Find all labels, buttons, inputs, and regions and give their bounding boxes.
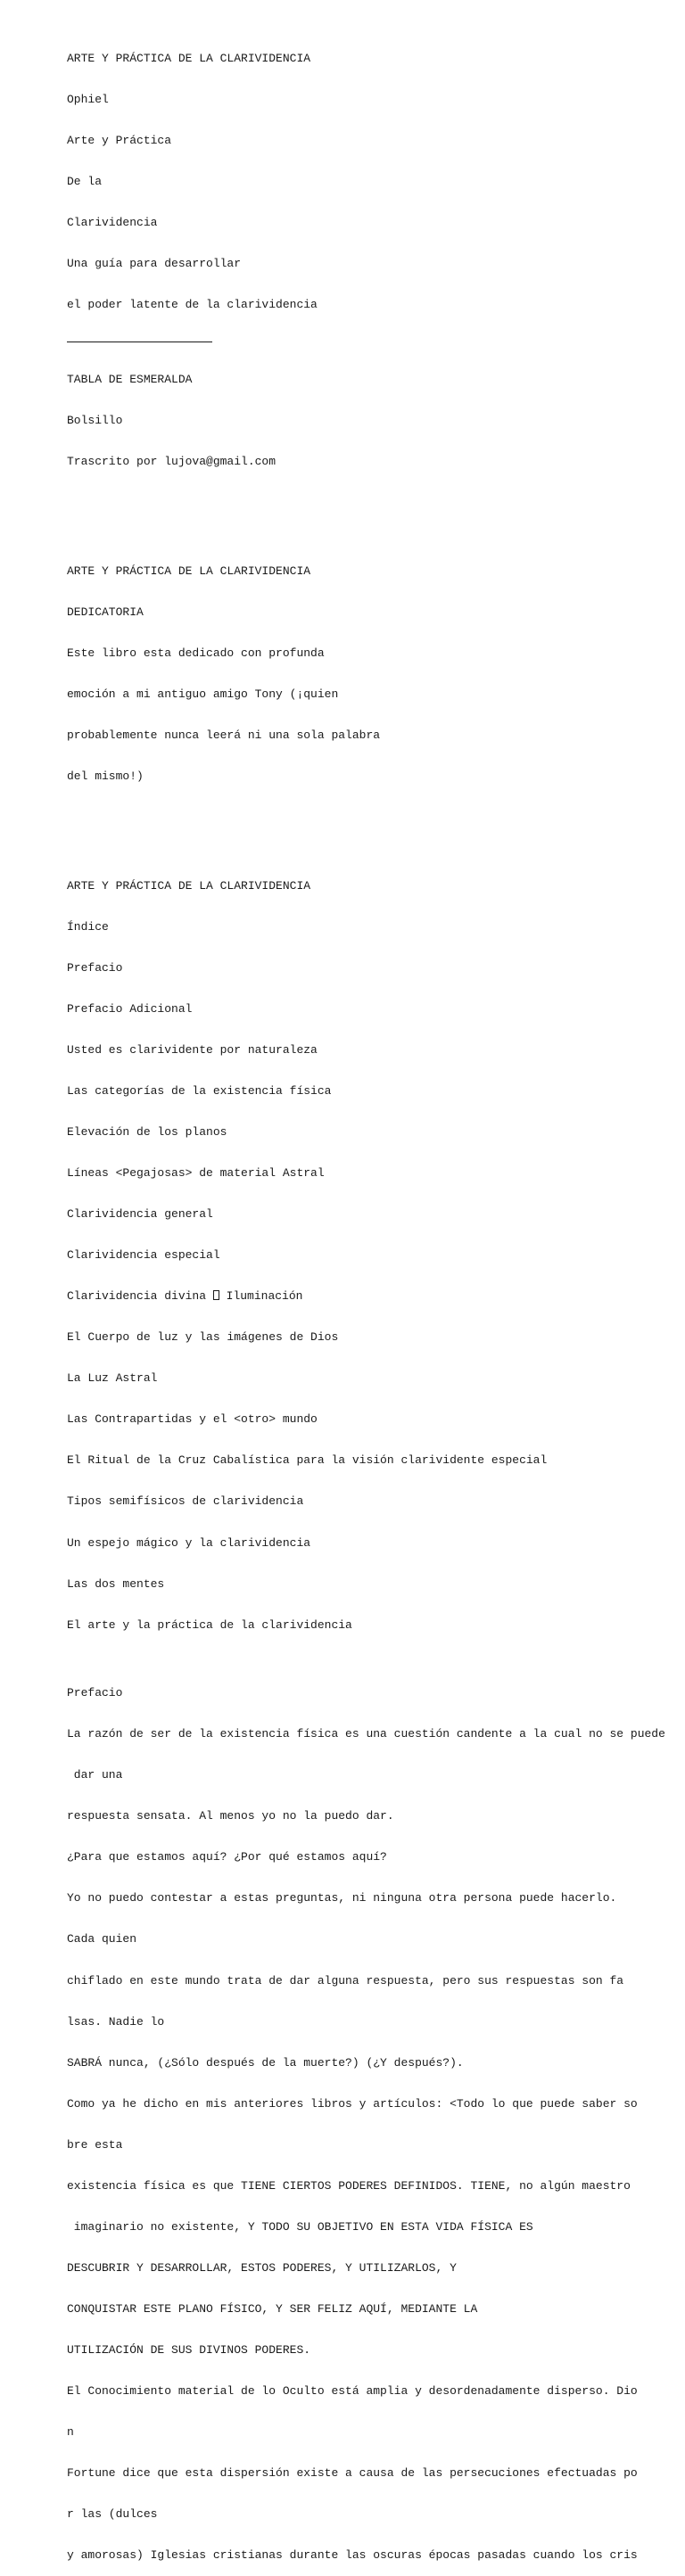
index-entry: Prefacio Adicional: [67, 1002, 193, 1016]
dedication-line: emoción a mi antiguo amigo Tony (¡quien: [67, 687, 339, 702]
body-line: CONQUISTAR ESTE PLANO FÍSICO, Y SER FELIZ AQUÍ, MEDIANTE LA: [67, 2301, 478, 2316]
body-line: SABRÁ nunca, (¿Sólo después de la muerte?) (¿Y después?).: [67, 2055, 464, 2070]
index-entry: Las dos mentes: [67, 1576, 165, 1591]
index-entry: El Ritual de la Cruz Cabalística para la visión clarividente especial: [67, 1453, 548, 1468]
index-entry: Las categorías de la existencia física: [67, 1084, 332, 1099]
blank-line: [67, 496, 673, 509]
running-head: ARTE Y PRÁCTICA DE LA CLARIVIDENCIA: [67, 564, 311, 579]
dedication-line: probablemente nunca leerá ni una sola palabra: [67, 728, 381, 743]
index-entry: Clarividencia general: [67, 1207, 213, 1222]
index-entry: Clarividencia especial: [67, 1248, 220, 1263]
index-entry: La Luz Astral: [67, 1371, 158, 1386]
body-line: DESCUBRIR Y DESARROLLAR, ESTOS PODERES, Y UTILIZARLOS, Y: [67, 2260, 457, 2275]
body-line: bre esta: [67, 2137, 123, 2152]
subtitle-line: el poder latente de la clarividencia: [67, 298, 318, 312]
body-line: respuesta sensata. Al menos yo no la puedo dar.: [67, 1809, 394, 1823]
collection-name: Bolsillo: [67, 414, 123, 428]
index-entry: El Cuerpo de luz y las imágenes de Dios: [67, 1330, 339, 1345]
index-entry-suffix: Iluminación: [219, 1289, 303, 1304]
body-line: r las (dulces: [67, 2506, 158, 2521]
body-line: Cada quien: [67, 1932, 137, 1946]
index-entry: El arte y la práctica de la clarividencia: [67, 1617, 352, 1632]
body-line: y amorosas) Iglesias cristianas durante las oscuras épocas pasadas cuando los cris: [67, 2547, 638, 2562]
author-name: Ophiel: [67, 93, 109, 107]
index-entry: Las Contrapartidas y el <otro> mundo: [67, 1412, 318, 1427]
transcriber-credit: Trascrito por lujova@gmail.com: [67, 455, 276, 469]
body-line: ¿Para que estamos aquí? ¿Por qué estamos aquí?: [67, 1850, 387, 1864]
body-line: chiflado en este mundo trata de dar alguna respuesta, pero sus respuestas son fa: [67, 1973, 624, 1988]
index-entry: Prefacio: [67, 961, 123, 975]
dedication-line: Este libro esta dedicado con profunda: [67, 646, 325, 661]
body-line: La razón de ser de la existencia física es una cuestión candente a la cual no se puede: [67, 1727, 665, 1741]
body-line: Fortune dice que esta dispersión existe a causa de las persecuciones efectuadas po: [67, 2465, 638, 2480]
book-title-line: Clarividencia: [67, 216, 158, 230]
body-line: Yo no puedo contestar a estas preguntas, ni ninguna otra persona puede hacerlo.: [67, 1891, 617, 1905]
index-entry: Usted es clarividente por naturaleza: [67, 1043, 318, 1058]
index-entry-label: Clarividencia divina: [67, 1289, 207, 1304]
publisher-name: TABLA DE ESMERALDA: [67, 373, 193, 387]
section-heading: Prefacio: [67, 1686, 123, 1700]
running-head: ARTE Y PRÁCTICA DE LA CLARIVIDENCIA: [67, 879, 311, 893]
dedication-line: del mismo!): [67, 770, 144, 784]
index-entry: Tipos semifísicos de clarividencia: [67, 1494, 304, 1509]
index-entry: Líneas <Pegajosas> de material Astral: [67, 1166, 325, 1181]
body-line: n: [67, 2424, 74, 2439]
book-title-line: De la: [67, 175, 103, 189]
index-entry: Elevación de los planos: [67, 1125, 227, 1140]
book-title-line: Arte y Práctica: [67, 134, 172, 148]
document-text: [67, 11, 673, 2576]
section-heading: DEDICATORIA: [67, 605, 144, 620]
body-line: existencia física es que TIENE CIERTOS PODERES DEFINIDOS. TIENE, no algún maestro: [67, 2178, 631, 2193]
blank-line: [67, 811, 673, 824]
body-line: lsas. Nadie lo: [67, 2014, 165, 2029]
section-heading: Índice: [67, 920, 109, 934]
body-line: Como ya he dicho en mis anteriores libros y artículos: <Todo lo que puede saber so: [67, 2096, 638, 2111]
index-entry: [67, 1289, 673, 1303]
running-head: ARTE Y PRÁCTICA DE LA CLARIVIDENCIA: [67, 52, 311, 66]
body-line: dar una: [67, 1768, 123, 1782]
index-entry: Un espejo mágico y la clarividencia: [67, 1535, 311, 1550]
missing-glyph-icon: [213, 1290, 219, 1300]
body-line: UTILIZACIÓN DE SUS DIVINOS PODERES.: [67, 2342, 311, 2357]
body-line: El Conocimiento material de lo Oculto está amplia y desordenadamente disperso. Dio: [67, 2383, 638, 2398]
body-line: imaginario no existente, Y TODO SU OBJETIVO EN ESTA VIDA FÍSICA ES: [67, 2219, 533, 2234]
subtitle-line: Una guía para desarrollar: [67, 257, 242, 271]
